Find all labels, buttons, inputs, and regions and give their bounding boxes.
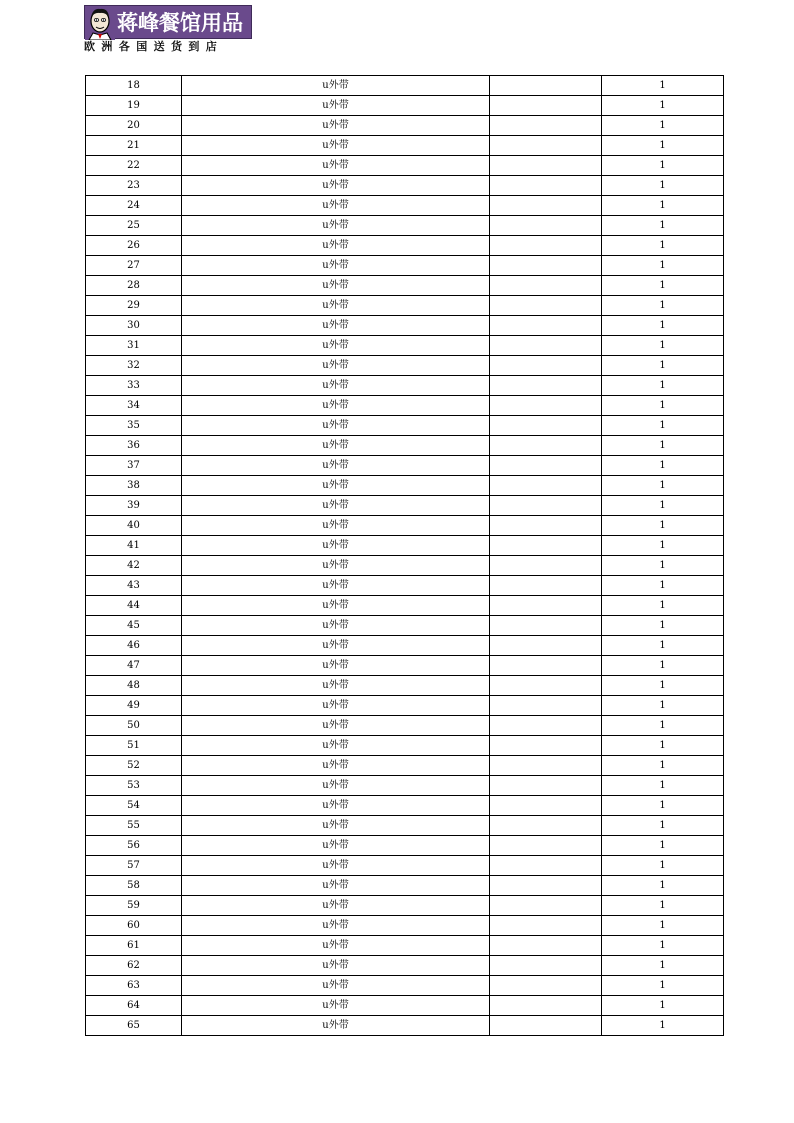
- row-number-cell: 39: [86, 496, 182, 516]
- item-note-cell: [490, 76, 602, 96]
- item-note-cell: [490, 456, 602, 476]
- item-note-cell: [490, 316, 602, 336]
- quantity-cell: 1: [602, 616, 724, 636]
- item-note-cell: [490, 756, 602, 776]
- quantity-cell: 1: [602, 756, 724, 776]
- quantity-cell: 1: [602, 296, 724, 316]
- quantity-cell: 1: [602, 336, 724, 356]
- item-name-cell: u外带: [182, 156, 490, 176]
- item-name-cell: u外带: [182, 796, 490, 816]
- item-name-cell: u外带: [182, 576, 490, 596]
- quantity-cell: 1: [602, 236, 724, 256]
- item-note-cell: [490, 336, 602, 356]
- item-name-cell: u外带: [182, 496, 490, 516]
- brand-name: 蒋峰餐馆用品: [117, 10, 243, 35]
- row-number-cell: 51: [86, 736, 182, 756]
- item-note-cell: [490, 596, 602, 616]
- item-name-cell: u外带: [182, 76, 490, 96]
- quantity-cell: 1: [602, 856, 724, 876]
- quantity-cell: 1: [602, 156, 724, 176]
- table-row: [86, 936, 724, 956]
- quantity-cell: 1: [602, 416, 724, 436]
- item-note-cell: [490, 696, 602, 716]
- item-note-cell: [490, 576, 602, 596]
- table-row: [86, 956, 724, 976]
- table-row: [86, 316, 724, 336]
- table-row: [86, 176, 724, 196]
- item-note-cell: [490, 876, 602, 896]
- quantity-cell: 1: [602, 676, 724, 696]
- row-number-cell: 35: [86, 416, 182, 436]
- table-row: [86, 856, 724, 876]
- brand-tagline: 欧洲各国送货到店: [84, 40, 224, 53]
- row-number-cell: 40: [86, 516, 182, 536]
- item-name-cell: u外带: [182, 116, 490, 136]
- item-note-cell: [490, 956, 602, 976]
- row-number-cell: 33: [86, 376, 182, 396]
- item-note-cell: [490, 156, 602, 176]
- item-name-cell: u外带: [182, 536, 490, 556]
- quantity-cell: 1: [602, 176, 724, 196]
- item-name-cell: u外带: [182, 716, 490, 736]
- quantity-cell: 1: [602, 776, 724, 796]
- item-name-cell: u外带: [182, 936, 490, 956]
- item-note-cell: [490, 676, 602, 696]
- item-name-cell: u外带: [182, 776, 490, 796]
- quantity-cell: 1: [602, 476, 724, 496]
- table-row: [86, 796, 724, 816]
- item-note-cell: [490, 536, 602, 556]
- table-row: [86, 116, 724, 136]
- table-row: [86, 816, 724, 836]
- item-name-cell: u外带: [182, 816, 490, 836]
- item-note-cell: [490, 776, 602, 796]
- table-row: [86, 976, 724, 996]
- item-name-cell: u外带: [182, 196, 490, 216]
- table-row: [86, 916, 724, 936]
- quantity-cell: 1: [602, 276, 724, 296]
- item-name-cell: u外带: [182, 456, 490, 476]
- table-row: [86, 136, 724, 156]
- item-note-cell: [490, 716, 602, 736]
- brand-logo: [84, 5, 252, 55]
- item-note-cell: [490, 96, 602, 116]
- item-name-cell: u外带: [182, 856, 490, 876]
- table-row: [86, 336, 724, 356]
- item-name-cell: u外带: [182, 436, 490, 456]
- table-row: [86, 296, 724, 316]
- quantity-cell: 1: [602, 456, 724, 476]
- quantity-cell: 1: [602, 736, 724, 756]
- item-note-cell: [490, 196, 602, 216]
- item-name-cell: u外带: [182, 996, 490, 1016]
- row-number-cell: 37: [86, 456, 182, 476]
- item-name-cell: u外带: [182, 516, 490, 536]
- item-note-cell: [490, 496, 602, 516]
- table-row: [86, 276, 724, 296]
- row-number-cell: 38: [86, 476, 182, 496]
- row-number-cell: 28: [86, 276, 182, 296]
- item-name-cell: u外带: [182, 376, 490, 396]
- quantity-cell: 1: [602, 76, 724, 96]
- item-name-cell: u外带: [182, 176, 490, 196]
- row-number-cell: 44: [86, 596, 182, 616]
- quantity-cell: 1: [602, 996, 724, 1016]
- item-note-cell: [490, 916, 602, 936]
- row-number-cell: 49: [86, 696, 182, 716]
- item-note-cell: [490, 996, 602, 1016]
- quantity-cell: 1: [602, 536, 724, 556]
- item-note-cell: [490, 796, 602, 816]
- quantity-cell: 1: [602, 916, 724, 936]
- table-row: [86, 356, 724, 376]
- table-row: [86, 776, 724, 796]
- row-number-cell: 31: [86, 336, 182, 356]
- quantity-cell: 1: [602, 876, 724, 896]
- item-name-cell: u外带: [182, 656, 490, 676]
- quantity-cell: 1: [602, 596, 724, 616]
- row-number-cell: 60: [86, 916, 182, 936]
- item-name-cell: u外带: [182, 1016, 490, 1036]
- quantity-cell: 1: [602, 636, 724, 656]
- quantity-cell: 1: [602, 716, 724, 736]
- quantity-cell: 1: [602, 256, 724, 276]
- item-note-cell: [490, 656, 602, 676]
- items-table: [85, 75, 724, 1036]
- item-name-cell: u外带: [182, 676, 490, 696]
- item-note-cell: [490, 976, 602, 996]
- table-row: [86, 996, 724, 1016]
- table-row: [86, 376, 724, 396]
- item-name-cell: u外带: [182, 916, 490, 936]
- row-number-cell: 29: [86, 296, 182, 316]
- row-number-cell: 25: [86, 216, 182, 236]
- item-note-cell: [490, 836, 602, 856]
- table-row: [86, 216, 724, 236]
- row-number-cell: 19: [86, 96, 182, 116]
- items-table-body: [86, 76, 724, 1036]
- table-row: [86, 156, 724, 176]
- table-row: [86, 736, 724, 756]
- quantity-cell: 1: [602, 836, 724, 856]
- row-number-cell: 48: [86, 676, 182, 696]
- row-number-cell: 58: [86, 876, 182, 896]
- quantity-cell: 1: [602, 216, 724, 236]
- table-row: [86, 756, 724, 776]
- item-name-cell: u外带: [182, 296, 490, 316]
- table-row: [86, 836, 724, 856]
- row-number-cell: 50: [86, 716, 182, 736]
- row-number-cell: 43: [86, 576, 182, 596]
- item-note-cell: [490, 516, 602, 536]
- quantity-cell: 1: [602, 956, 724, 976]
- table-row: [86, 416, 724, 436]
- row-number-cell: 57: [86, 856, 182, 876]
- logo-banner: [84, 5, 252, 39]
- quantity-cell: 1: [602, 356, 724, 376]
- row-number-cell: 64: [86, 996, 182, 1016]
- item-note-cell: [490, 236, 602, 256]
- table-row: [86, 456, 724, 476]
- item-name-cell: u外带: [182, 256, 490, 276]
- chef-portrait-icon: [85, 6, 115, 40]
- item-name-cell: u外带: [182, 636, 490, 656]
- row-number-cell: 59: [86, 896, 182, 916]
- table-row: [86, 616, 724, 636]
- quantity-cell: 1: [602, 496, 724, 516]
- row-number-cell: 41: [86, 536, 182, 556]
- row-number-cell: 54: [86, 796, 182, 816]
- item-name-cell: u外带: [182, 896, 490, 916]
- quantity-cell: 1: [602, 936, 724, 956]
- item-name-cell: u外带: [182, 476, 490, 496]
- row-number-cell: 45: [86, 616, 182, 636]
- row-number-cell: 36: [86, 436, 182, 456]
- quantity-cell: 1: [602, 96, 724, 116]
- item-name-cell: u外带: [182, 316, 490, 336]
- row-number-cell: 22: [86, 156, 182, 176]
- table-row: [86, 236, 724, 256]
- row-number-cell: 34: [86, 396, 182, 416]
- item-note-cell: [490, 296, 602, 316]
- row-number-cell: 56: [86, 836, 182, 856]
- item-name-cell: u外带: [182, 136, 490, 156]
- quantity-cell: 1: [602, 436, 724, 456]
- table-row: [86, 76, 724, 96]
- item-name-cell: u外带: [182, 976, 490, 996]
- quantity-cell: 1: [602, 376, 724, 396]
- quantity-cell: 1: [602, 116, 724, 136]
- item-name-cell: u外带: [182, 616, 490, 636]
- item-name-cell: u外带: [182, 356, 490, 376]
- item-name-cell: u外带: [182, 836, 490, 856]
- quantity-cell: 1: [602, 696, 724, 716]
- item-name-cell: u外带: [182, 416, 490, 436]
- item-note-cell: [490, 416, 602, 436]
- table-row: [86, 476, 724, 496]
- row-number-cell: 23: [86, 176, 182, 196]
- item-note-cell: [490, 216, 602, 236]
- table-row: [86, 196, 724, 216]
- item-note-cell: [490, 276, 602, 296]
- item-name-cell: u外带: [182, 336, 490, 356]
- row-number-cell: 24: [86, 196, 182, 216]
- item-name-cell: u外带: [182, 216, 490, 236]
- quantity-cell: 1: [602, 136, 724, 156]
- table-row: [86, 396, 724, 416]
- item-note-cell: [490, 256, 602, 276]
- item-note-cell: [490, 1016, 602, 1036]
- table-row: [86, 1016, 724, 1036]
- item-name-cell: u外带: [182, 236, 490, 256]
- quantity-cell: 1: [602, 1016, 724, 1036]
- table-row: [86, 556, 724, 576]
- quantity-cell: 1: [602, 656, 724, 676]
- row-number-cell: 42: [86, 556, 182, 576]
- item-name-cell: u外带: [182, 96, 490, 116]
- quantity-cell: 1: [602, 896, 724, 916]
- item-note-cell: [490, 116, 602, 136]
- table-row: [86, 876, 724, 896]
- item-name-cell: u外带: [182, 696, 490, 716]
- row-number-cell: 53: [86, 776, 182, 796]
- quantity-cell: 1: [602, 516, 724, 536]
- row-number-cell: 52: [86, 756, 182, 776]
- item-name-cell: u外带: [182, 876, 490, 896]
- item-note-cell: [490, 376, 602, 396]
- quantity-cell: 1: [602, 816, 724, 836]
- quantity-cell: 1: [602, 556, 724, 576]
- table-row: [86, 436, 724, 456]
- item-name-cell: u外带: [182, 596, 490, 616]
- quantity-cell: 1: [602, 976, 724, 996]
- quantity-cell: 1: [602, 796, 724, 816]
- table-row: [86, 636, 724, 656]
- item-note-cell: [490, 436, 602, 456]
- row-number-cell: 63: [86, 976, 182, 996]
- row-number-cell: 26: [86, 236, 182, 256]
- row-number-cell: 18: [86, 76, 182, 96]
- quantity-cell: 1: [602, 396, 724, 416]
- row-number-cell: 20: [86, 116, 182, 136]
- item-name-cell: u外带: [182, 956, 490, 976]
- item-note-cell: [490, 896, 602, 916]
- row-number-cell: 62: [86, 956, 182, 976]
- table-row: [86, 596, 724, 616]
- table-row: [86, 496, 724, 516]
- item-note-cell: [490, 856, 602, 876]
- item-note-cell: [490, 736, 602, 756]
- quantity-cell: 1: [602, 316, 724, 336]
- item-note-cell: [490, 476, 602, 496]
- table-row: [86, 716, 724, 736]
- table-row: [86, 696, 724, 716]
- item-name-cell: u外带: [182, 396, 490, 416]
- table-row: [86, 516, 724, 536]
- row-number-cell: 21: [86, 136, 182, 156]
- row-number-cell: 61: [86, 936, 182, 956]
- row-number-cell: 47: [86, 656, 182, 676]
- item-note-cell: [490, 636, 602, 656]
- row-number-cell: 46: [86, 636, 182, 656]
- quantity-cell: 1: [602, 196, 724, 216]
- row-number-cell: 30: [86, 316, 182, 336]
- item-note-cell: [490, 176, 602, 196]
- quantity-cell: 1: [602, 576, 724, 596]
- table-row: [86, 656, 724, 676]
- table-row: [86, 96, 724, 116]
- table-row: [86, 576, 724, 596]
- item-note-cell: [490, 616, 602, 636]
- table-row: [86, 536, 724, 556]
- item-note-cell: [490, 356, 602, 376]
- item-note-cell: [490, 936, 602, 956]
- row-number-cell: 65: [86, 1016, 182, 1036]
- row-number-cell: 32: [86, 356, 182, 376]
- row-number-cell: 55: [86, 816, 182, 836]
- item-name-cell: u外带: [182, 556, 490, 576]
- row-number-cell: 27: [86, 256, 182, 276]
- table-row: [86, 676, 724, 696]
- item-name-cell: u外带: [182, 276, 490, 296]
- item-note-cell: [490, 556, 602, 576]
- item-note-cell: [490, 816, 602, 836]
- table-row: [86, 256, 724, 276]
- item-name-cell: u外带: [182, 736, 490, 756]
- item-note-cell: [490, 396, 602, 416]
- item-name-cell: u外带: [182, 756, 490, 776]
- item-note-cell: [490, 136, 602, 156]
- table-row: [86, 896, 724, 916]
